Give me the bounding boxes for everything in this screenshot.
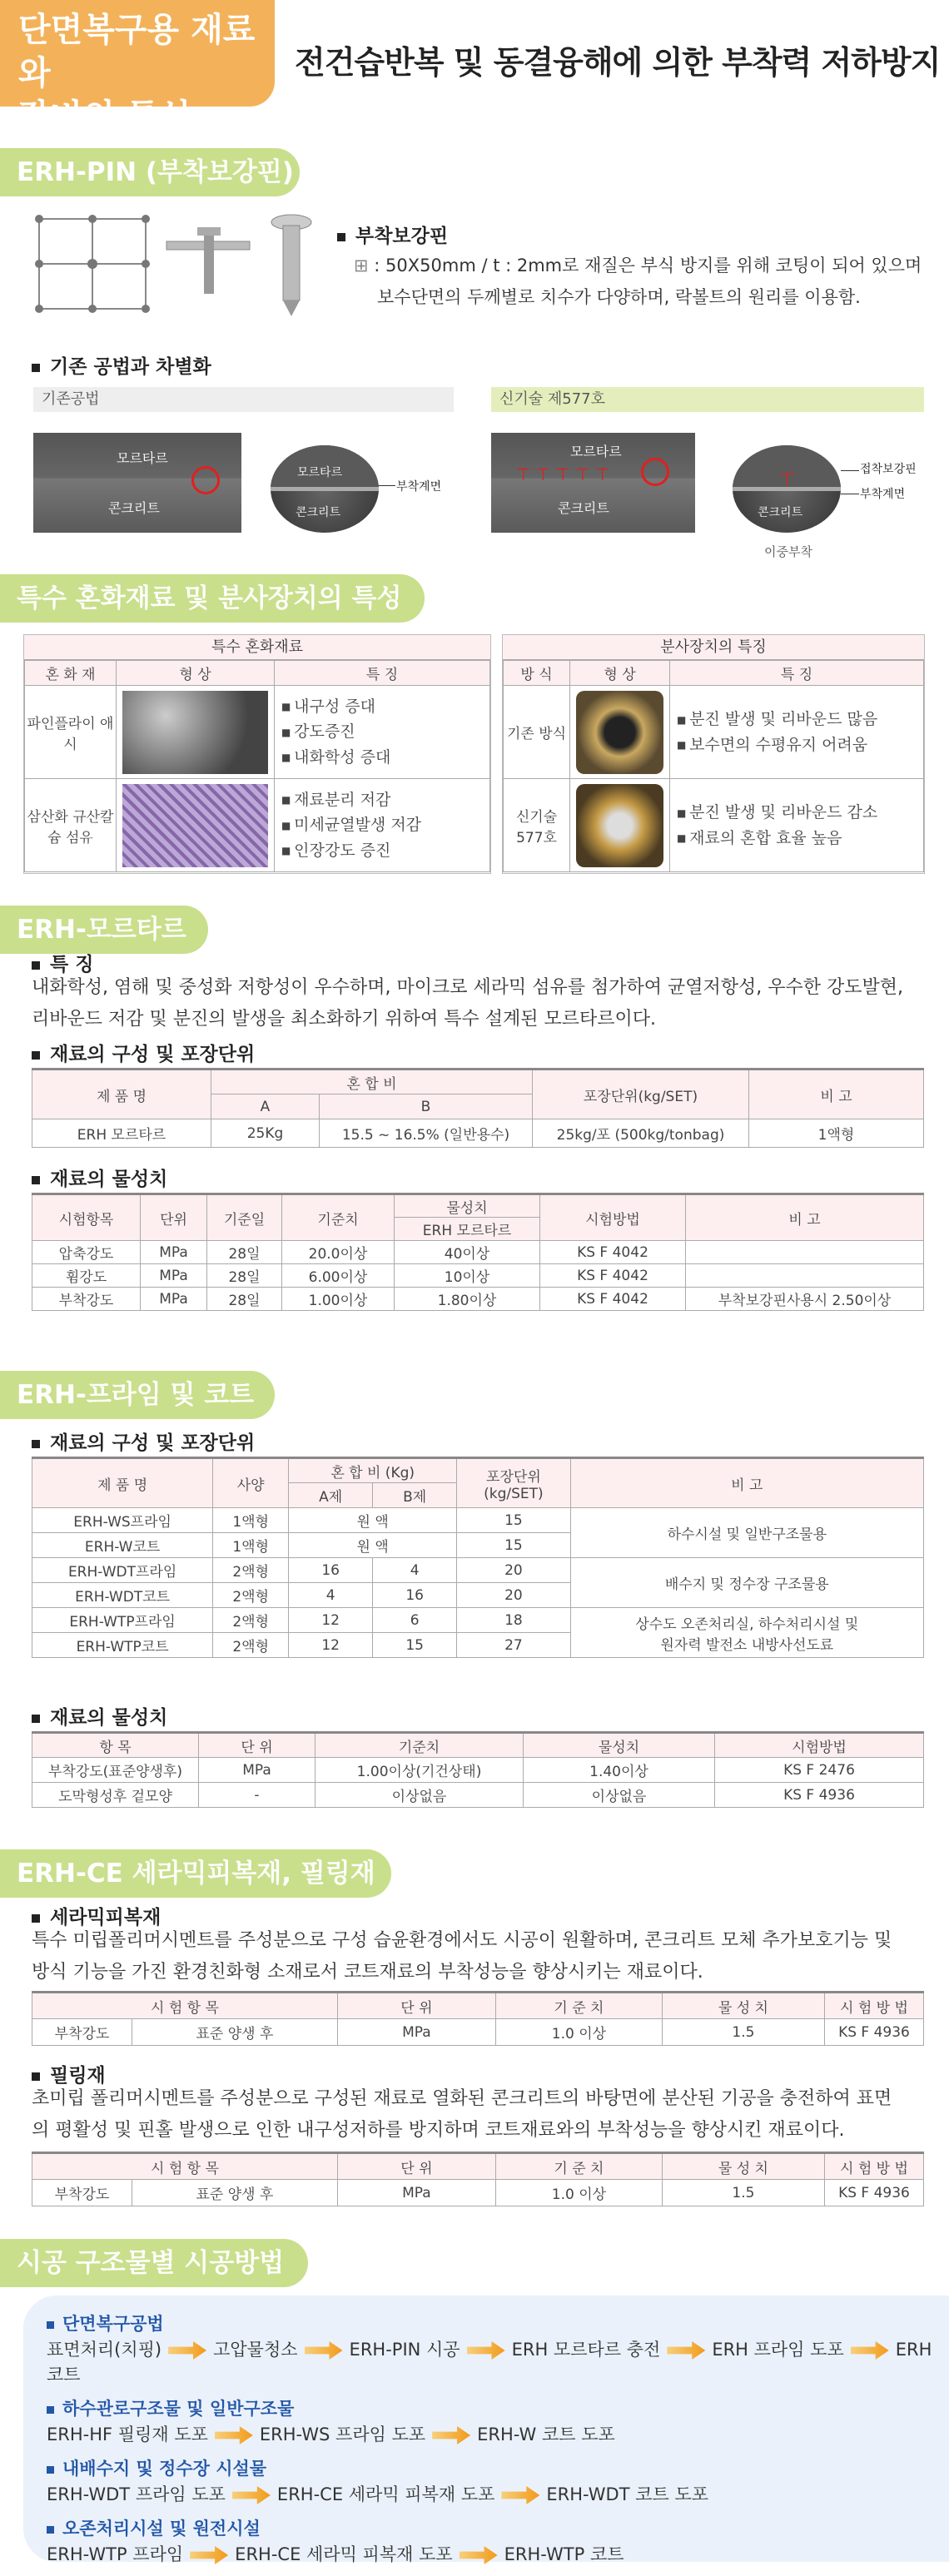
method-group-1-flow: 표면처리(치핑) 고압물청소 ERH-PIN 시공 ERH 모르타르 충전 ERH 프라임 도포 ERH 코트 xyxy=(47,2340,932,2385)
left-row-2-name: 삼산화 규산칼슘 섬유 xyxy=(25,779,117,872)
old-concrete-label: 콘크리트 xyxy=(108,500,160,516)
right-col-2: 형 상 xyxy=(570,661,670,686)
mortar-feature-1: 내화학성, 염해 및 중성화 저항성이 우수하며, 마이크로 세라믹 섬유를 첨가하여 균열저항성, 우수한 강도발현, xyxy=(32,977,903,998)
section-ce: ERH-CE 세라믹피복재, 필링재 xyxy=(0,1849,391,1898)
table-row: ERH 모르타르 25Kg 15.5 ~ 16.5% (일반용수) 25kg/포 (500kg/tonbag) 1액형 xyxy=(32,1119,924,1148)
old-method-label: 기존공법 xyxy=(33,387,454,412)
brand-line-2: 장비의 특성 xyxy=(18,97,191,136)
left-col-3: 특 징 xyxy=(275,661,490,686)
table-row: ERH-WDT프라임 2액형 16 4 20 배수지 및 정수장 구조물용 xyxy=(32,1558,924,1583)
new-mortar-label: 모르타르 xyxy=(570,444,622,459)
arrow-icon xyxy=(460,2546,498,2564)
table-row: 부착강도(표준양생후) MPa 1.00이상(기건상태) 1.40이상 KS F 2476 xyxy=(32,1758,924,1783)
ce-table-1: 시 험 항 목 단 위 기 준 치 물 성 치 시 험 방 법 부착강도 표준 양생 후 MPa 1.0 이상 1.5 KS F 4936 xyxy=(32,1991,924,2046)
method-group-2-title: 하수관로구조물 및 일반구조물 xyxy=(62,2399,295,2419)
old-zoom-concrete: 콘크리트 xyxy=(296,506,341,519)
new-concrete-label: 콘크리트 xyxy=(558,500,609,516)
pin-bolt-diagram xyxy=(266,212,316,320)
mortar-feature-2: 리바운드 저감 및 분진의 발생을 최소화하기 위하여 특수 설계된 모르타르이다. xyxy=(32,1009,656,1030)
pin-desc-1: : 50X50mm / t : 2mm로 재질은 부식 방지를 위해 코팅이 되어 있으며 xyxy=(374,256,922,275)
section-special: 특수 혼화재료 및 분사장치의 특성 xyxy=(0,574,425,623)
right-row-1-features: ■ 분진 발생 및 리바운드 많음 ■ 보수면의 수평유지 어려움 xyxy=(670,707,923,757)
left-col-2: 형 상 xyxy=(117,661,275,686)
old-interface-label: 부착계면 xyxy=(396,480,442,494)
arrow-icon xyxy=(467,2341,505,2360)
new-pin-label: 접착보강핀 xyxy=(860,463,917,476)
old-mortar-label: 모르타르 xyxy=(117,450,168,466)
new-method-label: 신기술 제577호 xyxy=(491,387,924,412)
arrow-icon xyxy=(432,2426,470,2444)
special-right-title: 분사장치의 특징 xyxy=(503,635,924,660)
special-left-title: 특수 혼화재료 xyxy=(24,635,490,660)
method-group-2-flow: ERH-HF 필링재 도포 ERH-WS 프라임 도포 ERH-W 코트 도포 xyxy=(47,2425,615,2444)
method-panel xyxy=(23,2296,949,2562)
special-left-box xyxy=(23,634,491,874)
mortar-pack-title: 재료의 구성 및 포장단위 xyxy=(50,1044,256,1065)
arrow-icon xyxy=(215,2426,253,2444)
left-row-1-name: 파인플라이 애시 xyxy=(25,686,117,779)
ce-sub1: 세라믹피복재 xyxy=(50,1907,161,1928)
primer-prop-table: 항 목 단 위 기준치 물성치 시험방법 부착강도(표준양생후) MPa 1.00이상(기건상태) 1.40이상 KS F 2476 도막형성후 겉모양 - 이상없음 이상없음 KS F 4936 xyxy=(32,1731,924,1808)
ce-p2b: 의 평활성 및 핀홀 발생으로 인한 내구성저하를 방지하며 코트재료와의 부착성능을 향상시킨 재료이다. xyxy=(32,2120,845,2141)
primer-pack-title: 재료의 구성 및 포장단위 xyxy=(50,1432,256,1454)
ce-table-2: 시 험 항 목 단 위 기 준 치 물 성 치 시 험 방 법 부착강도 표준 양생 후 MPa 1.0 이상 1.5 KS F 4936 xyxy=(32,2152,924,2206)
mortar-prop-table: 시험항목 단위 기준일 기준치 물성치 시험방법 비 고 ERH 모르타르 압축강도 MPa 28일 20.0이상 40이상 KS F 4042 휨강도 MPa 28일 6.00이상 10이상 KS F 4042 부착강도 MPa 28일 1.00이상 1.80이상 KS F 4042 부착보강핀사용시 2.50이상 xyxy=(32,1193,924,1311)
method-group-1-title: 단면복구공법 xyxy=(62,2314,164,2334)
table-row: 부착강도 표준 양생 후 MPa 1.0 이상 1.5 KS F 4936 xyxy=(32,2019,924,2046)
table-row: ERH-WTP프라임 2액형 12 6 18 상수도 오존처리실, 하수처리시설 및 원자력 발전소 내방사선도료 xyxy=(32,1608,924,1633)
pin-grid-diagram xyxy=(35,215,152,315)
section-method: 시공 구조물별 시공방법 xyxy=(0,2239,308,2287)
old-zoom-circle xyxy=(271,445,379,533)
table-row: ERH-WS프라임 1액형 원 액 15 하수시설 및 일반구조물용 xyxy=(32,1508,924,1533)
section-mortar: ERH-모르타르 xyxy=(0,906,208,954)
ce-sub2: 필링재 xyxy=(50,2065,106,2087)
pin-desc-2: 보수단면의 두께별로 치수가 다양하며, 락볼트의 원리를 이용함. xyxy=(377,287,861,307)
brand-box xyxy=(0,0,275,136)
mortar-pack-table: 제 품 명 혼 합 비 포장단위(kg/SET) 비 고 A B ERH 모르타르 25Kg 15.5 ~ 16.5% (일반용수) 25kg/포 (500kg/tonbag) 1액형 xyxy=(32,1068,924,1148)
primer-pack-table: 제 품 명 사양 혼 합 비 (Kg) 포장단위 (kg/SET) 비 고 A제 B제 ERH-WS프라임 1액형 원 액 15 하수시설 및 일반구조물용 ERH-W코트 1액형 원 액 15 ERH-WDT프라임 2액형 16 4 20 배수지 및 정수장 구조물용 ERH-WDT코트 2액형 4 16 20 ERH-WTP프라임 2액형 12 6 18 상수도 오존처리실, 하수처리시설 및 원자력 발전소 내방사선도료 ERH-WTP코트 2액형 12 15 27 xyxy=(32,1457,924,1658)
method-group-3-title: 내배수지 및 정수장 시설물 xyxy=(62,2459,267,2479)
pin-side-diagram xyxy=(162,223,254,298)
left-row-2-features: ■ 재료분리 저감 ■ 미세균열발생 저감 ■ 인장강도 증진 xyxy=(275,787,489,864)
method-group-3-flow: ERH-WDT 프라임 도포 ERH-CE 세라믹 피복재 도포 ERH-WDT 코트 도포 xyxy=(47,2484,709,2504)
right-row-2-features: ■ 분진 발생 및 리바운드 감소 ■ 재료의 혼합 효율 높음 xyxy=(670,800,923,851)
section-pin: ERH-PIN (부착보강핀) xyxy=(0,148,300,196)
compare-title: 기존 공법과 차별화 xyxy=(50,356,211,378)
arrow-icon xyxy=(667,2341,705,2360)
fiber-image xyxy=(122,784,268,867)
right-row-1-name: 기존 방식 xyxy=(504,686,570,779)
right-row-2-name: 신기술 577호 xyxy=(504,779,570,872)
new-zoom-concrete: 콘크리트 xyxy=(758,506,803,519)
ce-p1b: 방식 기능을 가진 환경친화형 소재로서 코트재료의 부착성능을 향상시키는 재료이다. xyxy=(32,1962,703,1983)
table-row: ERH-WTP코트 2액형 12 15 27 xyxy=(32,1633,924,1658)
arrow-icon xyxy=(190,2546,228,2564)
new-diagram-photo: 모르타르 콘크리트 ⊤ ⊤ ⊤ ⊤ ⊤ xyxy=(491,433,695,533)
table-row: 부착강도 MPa 28일 1.00이상 1.80이상 KS F 4042 부착보강핀사용시 2.50이상 xyxy=(32,1288,924,1311)
new-zoom-circle: ⊤ 콘크리트 xyxy=(733,445,841,533)
ce-p1a: 특수 미립폴리머시멘트를 주성분으로 구성 습윤환경에서도 시공이 원활하며, 콘크리트 모체 추가보호기능 및 xyxy=(32,1930,892,1951)
arrow-icon xyxy=(168,2341,206,2360)
pin-subtitle: 부착보강핀 xyxy=(355,226,449,247)
arrow-icon xyxy=(501,2486,539,2504)
right-col-3: 특 징 xyxy=(670,661,924,686)
arrow-icon xyxy=(305,2341,343,2360)
brand-line-1: 단면복구용 재료와 xyxy=(18,11,256,92)
arrow-icon xyxy=(851,2341,889,2360)
new-interface-label: 부착계면 xyxy=(860,488,906,501)
table-row: 부착강도 표준 양생 후 MPa 1.0 이상 1.5 KS F 4936 xyxy=(32,2180,924,2206)
method-group-4-flow: ERH-WTP 프라임 ERH-CE 세라믹 피복재 도포 ERH-WTP 코트 xyxy=(47,2544,624,2564)
flyash-image xyxy=(122,691,268,774)
grid-icon: ⊞ xyxy=(354,256,375,275)
new-nozzle-image xyxy=(576,784,663,867)
mortar-feature-title: 특 징 xyxy=(50,954,94,975)
primer-prop-title: 재료의 물성치 xyxy=(50,1707,168,1729)
right-col-1: 방 식 xyxy=(504,661,570,686)
special-right-box xyxy=(502,634,925,874)
old-zoom-mortar: 모르타르 xyxy=(297,466,343,479)
section-primer: ERH-프라임 및 코트 xyxy=(0,1371,275,1419)
left-row-1-features: ■ 내구성 증대 ■ 강도증진 ■ 내화학성 증대 xyxy=(275,694,489,771)
old-diagram-photo xyxy=(33,433,241,533)
arrow-icon xyxy=(232,2486,271,2504)
left-col-1: 혼 화 재 xyxy=(25,661,117,686)
ce-p2a: 초미립 폴리머시멘트를 주성분으로 구성된 재료로 열화된 콘크리트의 바탕면에 분산된 기공을 충전하여 표면 xyxy=(32,2088,892,2109)
table-row: 압축강도 MPa 28일 20.0이상 40이상 KS F 4042 xyxy=(32,1241,924,1264)
table-row: ERH-W코트 1액형 원 액 15 xyxy=(32,1533,924,1558)
method-group-4-title: 오존처리시설 및 원전시설 xyxy=(62,2519,261,2539)
page-title: 전건습반복 및 동결융해에 의한 부착력 저하방지 xyxy=(295,44,941,81)
table-row: 도막형성후 겉모양 - 이상없음 이상없음 KS F 4936 xyxy=(32,1783,924,1808)
table-row: ERH-WDT코트 2액형 4 16 20 xyxy=(32,1583,924,1608)
table-row: 휨강도 MPa 28일 6.00이상 10이상 KS F 4042 xyxy=(32,1264,924,1288)
old-nozzle-image xyxy=(576,691,663,774)
new-bond-label: 이중부착 xyxy=(764,544,812,559)
mortar-prop-title: 재료의 물성치 xyxy=(50,1169,168,1190)
